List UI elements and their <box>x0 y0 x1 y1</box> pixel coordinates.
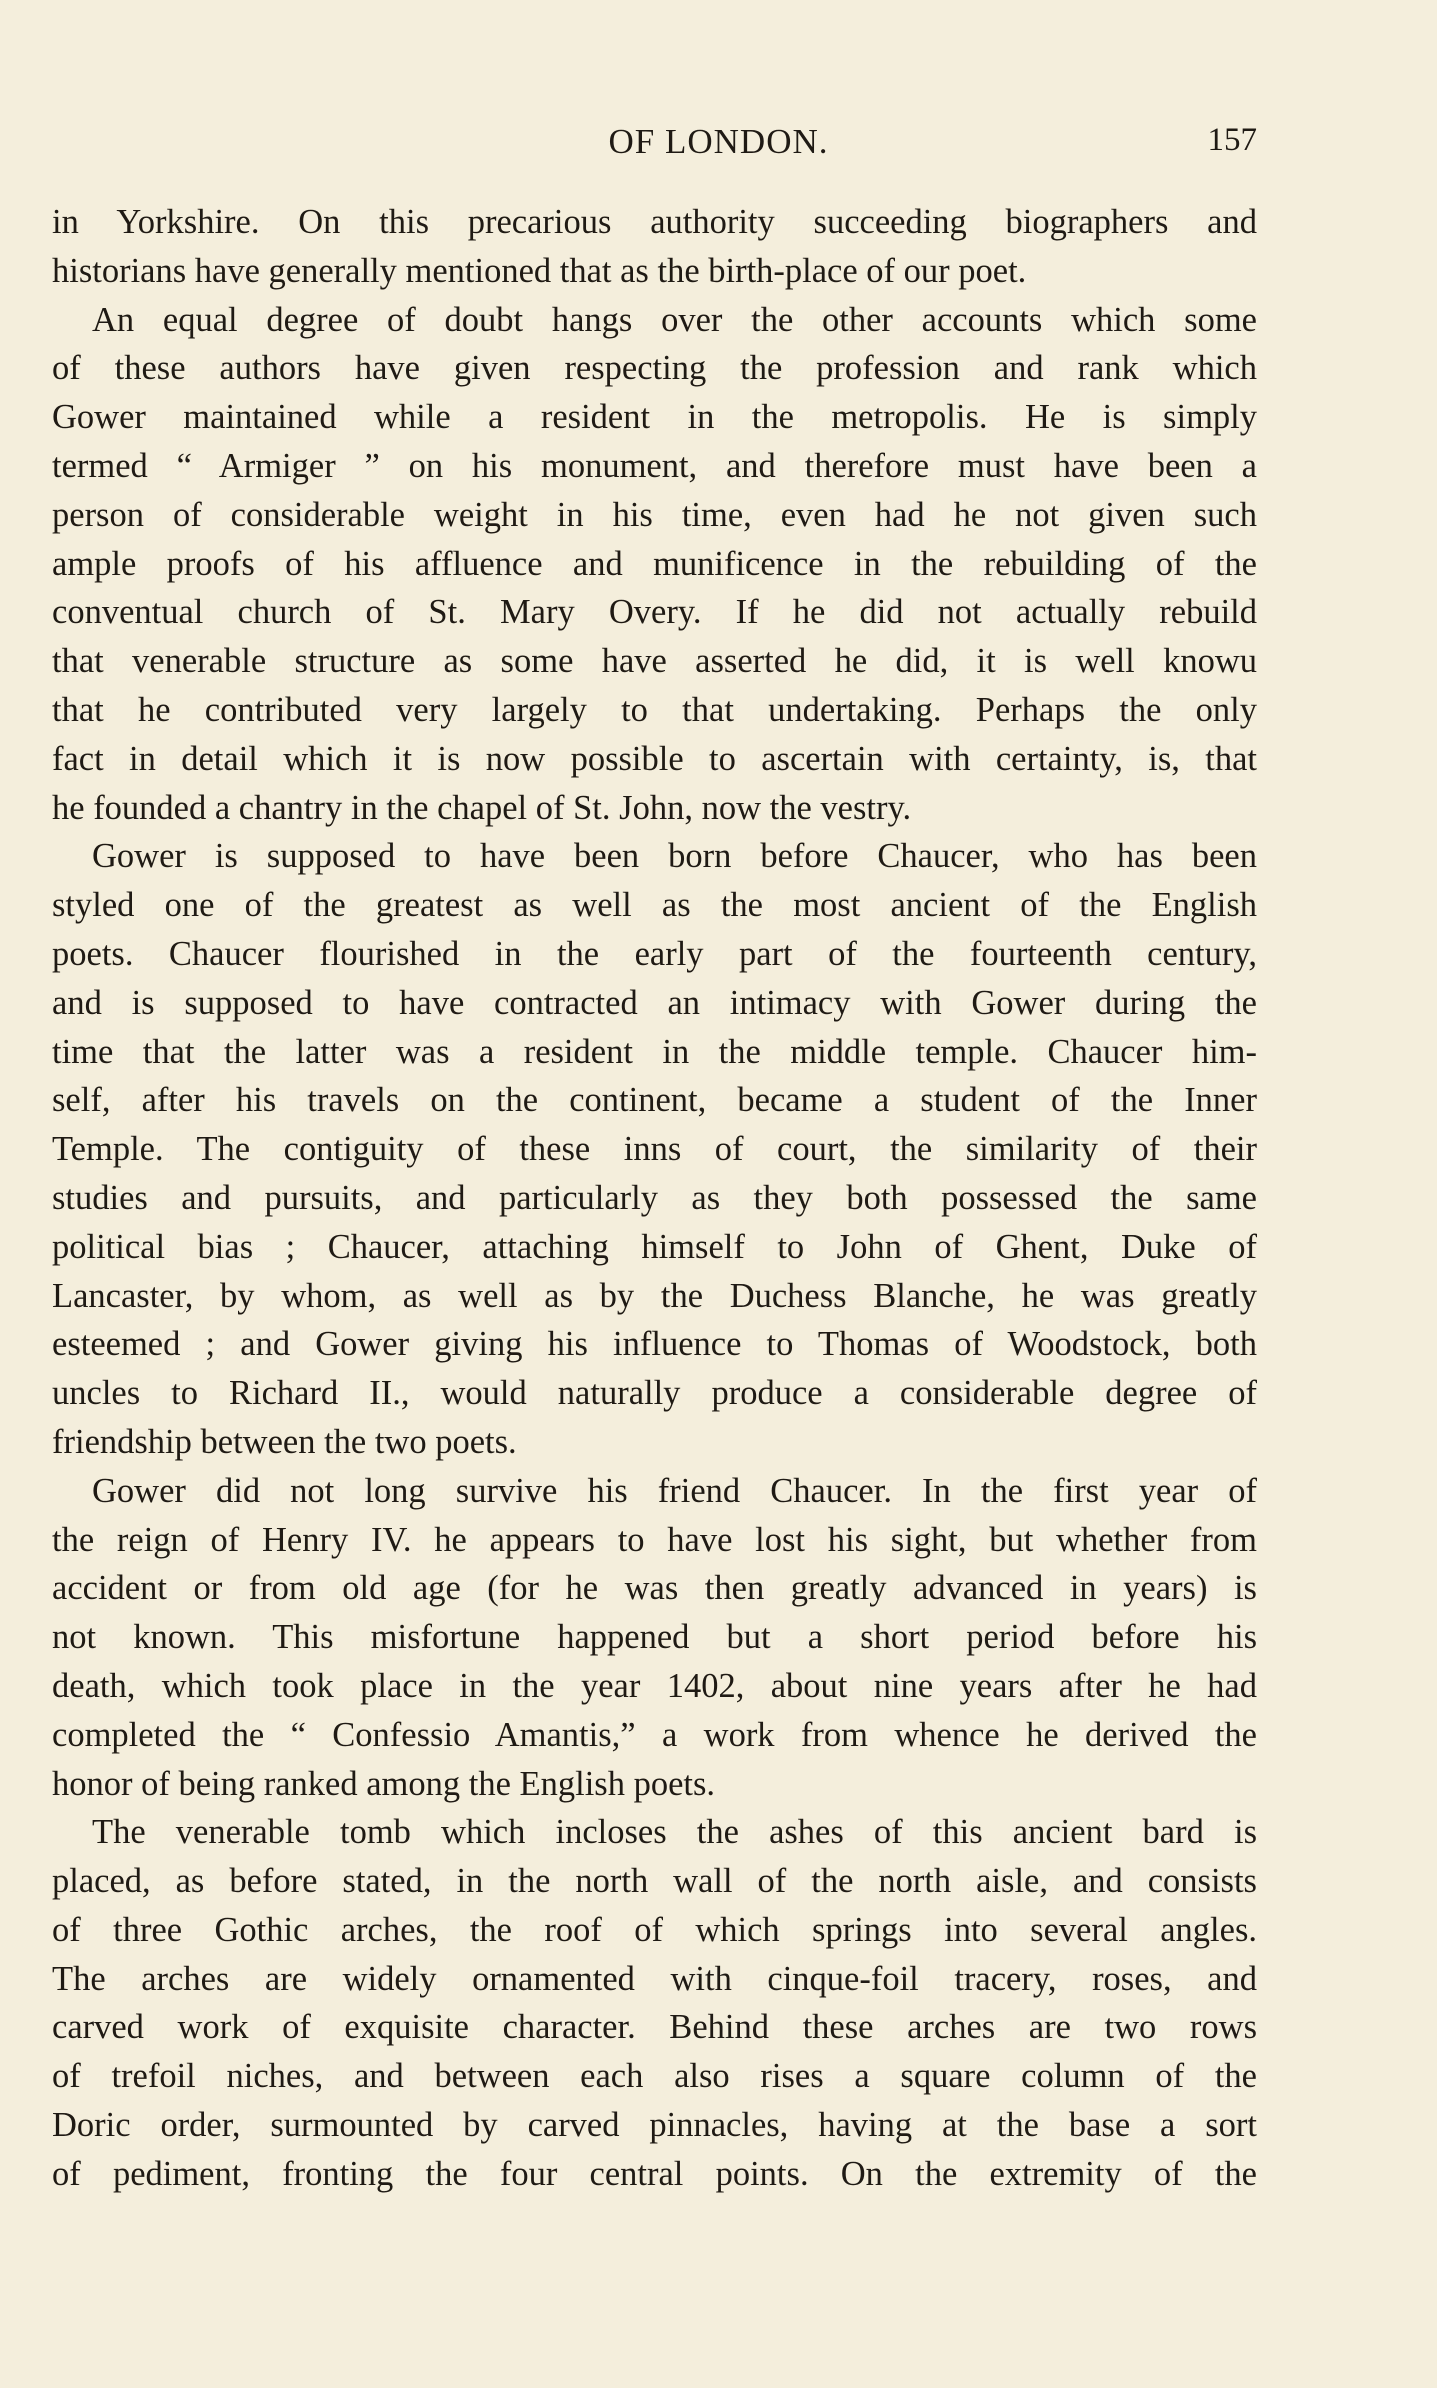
text-line: the reign of Henry IV. he appears to have lost his sight, but whether from <box>52 1520 1257 1559</box>
text-line: carved work of exquisite character. Behind these arches are two rows <box>52 2008 1257 2047</box>
text-line: time that the latter was a resident in the middle temple. Chaucer him- <box>52 1032 1257 1071</box>
page-header <box>0 122 1437 172</box>
text-line: he founded a chantry in the chapel of St. John, now the vestry. <box>52 788 912 827</box>
text-line: Gower is supposed to have been born before Chaucer, who has been <box>92 837 1257 876</box>
text-line: ample proofs of his affluence and munificence in the rebuilding of the <box>52 544 1257 583</box>
text-line: accident or from old age (for he was then greatly advanced in years) is <box>52 1569 1257 1608</box>
text-line: political bias ; Chaucer, attaching himself to John of Ghent, Duke of <box>52 1227 1257 1266</box>
text-line: An equal degree of doubt hangs over the other accounts which some <box>92 300 1257 339</box>
text-line: Temple. The contiguity of these inns of court, the similarity of their <box>52 1130 1257 1169</box>
text-line: honor of being ranked among the English poets. <box>52 1764 716 1803</box>
text-line: fact in detail which it is now possible to ascertain with certainty, is, that <box>52 739 1257 778</box>
running-head: OF LONDON. <box>608 122 829 161</box>
text-line: that venerable structure as some have asserted he did, it is well knowu <box>52 642 1257 681</box>
text-line: studies and pursuits, and particularly as they both possessed the same <box>52 1178 1257 1217</box>
text-line: of three Gothic arches, the roof of which springs into several angles. <box>52 1910 1257 1949</box>
text-line: Lancaster, by whom, as well as by the Duchess Blanche, he was greatly <box>52 1276 1257 1315</box>
text-line: poets. Chaucer flourished in the early part of the fourteenth century, <box>52 934 1257 973</box>
text-line: not known. This misfortune happened but a short period before his <box>52 1618 1257 1657</box>
text-line: person of considerable weight in his time, even had he not given such <box>52 495 1257 534</box>
text-line: historians have generally mentioned that as the birth-place of our poet. <box>52 251 1027 290</box>
text-line: Gower did not long survive his friend Chaucer. In the first year of <box>92 1471 1257 1510</box>
text-line: friendship between the two poets. <box>52 1422 517 1461</box>
text-line: of trefoil niches, and between each also rises a square column of the <box>52 2057 1257 2096</box>
body-text <box>52 198 1257 2199</box>
text-line: placed, as before stated, in the north wall of the north aisle, and consists <box>52 1862 1257 1901</box>
text-line: styled one of the greatest as well as the most ancient of the English <box>52 886 1257 925</box>
text-line: termed “ Armiger ” on his monument, and therefore must have been a <box>52 446 1257 485</box>
text-line: conventual church of St. Mary Overy. If he did not actually rebuild <box>52 593 1257 632</box>
text-line: The arches are widely ornamented with cinque-foil tracery, roses, and <box>52 1959 1257 1998</box>
page-number: 157 <box>1207 122 1257 158</box>
text-line: of pediment, fronting the four central points. On the extremity of the <box>52 2154 1257 2193</box>
text-line: The venerable tomb which incloses the ashes of this ancient bard is <box>92 1813 1257 1852</box>
text-line: in Yorkshire. On this precarious authority succeeding biographers and <box>52 203 1257 241</box>
text-line: that he contributed very largely to that undertaking. Perhaps the only <box>52 690 1257 729</box>
text-line: and is supposed to have contracted an intimacy with Gower during the <box>52 983 1257 1022</box>
text-line: of these authors have given respecting the profession and rank which <box>52 349 1257 388</box>
text-line: Doric order, surmounted by carved pinnacles, having at the base a sort <box>52 2106 1257 2145</box>
text-line: Gower maintained while a resident in the metropolis. He is simply <box>52 398 1257 437</box>
text-line: self, after his travels on the continent, became a student of the Inner <box>52 1081 1257 1120</box>
text-line: esteemed ; and Gower giving his influence to Thomas of Woodstock, both <box>52 1325 1257 1364</box>
text-line: death, which took place in the year 1402, about nine years after he had <box>52 1666 1257 1705</box>
text-line: completed the “ Confessio Amantis,” a work from whence he derived the <box>52 1715 1257 1754</box>
text-line: uncles to Richard II., would naturally produce a considerable degree of <box>52 1374 1257 1413</box>
